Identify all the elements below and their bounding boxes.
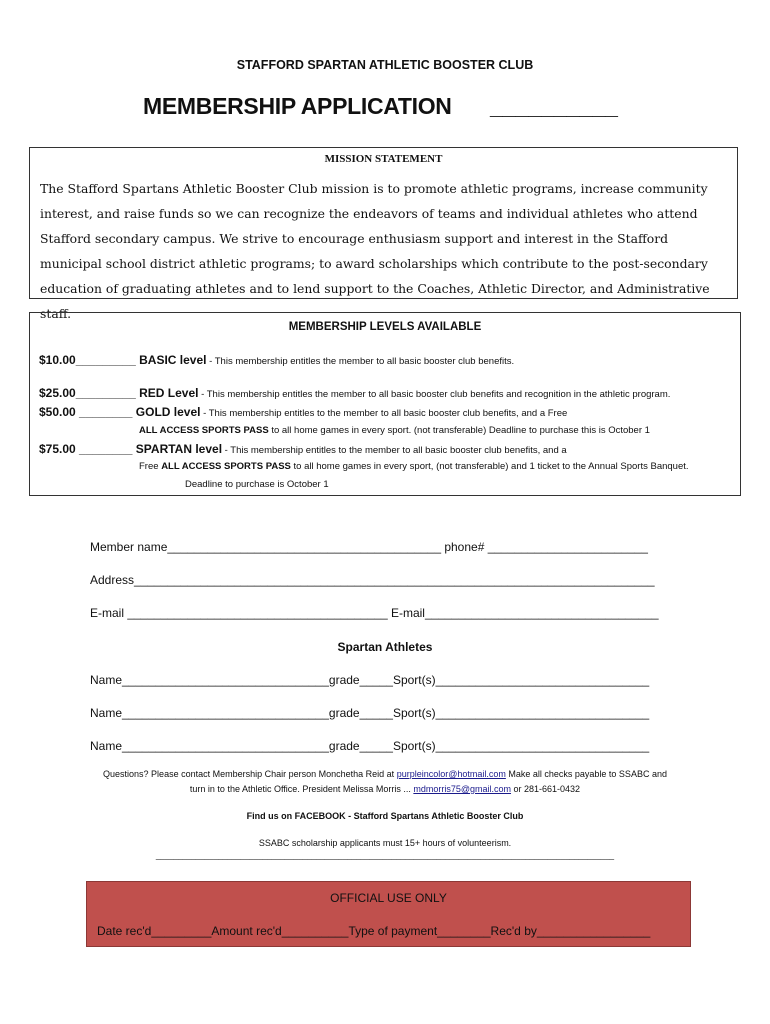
athlete-row[interactable]: Name_______________________________grade_____Sport(s)________________________________ [90,706,650,720]
org-name: STAFFORD SPARTAN ATHLETIC BOOSTER CLUB [236,58,534,72]
gold-price: $50.00 ________ [39,405,133,419]
spartan-line2 [139,461,689,472]
gold-line2 [139,425,650,436]
athletes-heading: Spartan Athletes [337,640,433,654]
basic-desc: - This membership entitles the member to all basic booster club benefits. [206,356,515,367]
mission-heading: MISSION STATEMENT [324,153,443,165]
mission-box [29,147,738,321]
president-email-link[interactable]: mdmorris75@gmail.com [413,784,512,794]
page-title: MEMBERSHIP APPLICATION [143,93,452,119]
membership-levels-box [29,312,741,496]
email-field[interactable]: E-mail _______________________________________ E-mail___________________________________ [90,606,659,620]
official-fields: Date rec'd_________Amount rec'd__________Type of payment________Rec'd by_________________ [97,924,651,938]
official-use-box [86,881,691,947]
red-level [39,386,670,400]
spartan-name: SPARTAN level [135,442,223,456]
spartan-line2-text: to all home games in every sport, (not transferable) and 1 ticket to the Annual Sports Banquet. [290,461,689,472]
athlete-row[interactable]: Name_______________________________grade_____Sport(s)________________________________ [90,673,650,687]
facebook-line: Find us on FACEBOOK - Stafford Spartans Athletic Booster Club [246,811,524,821]
gold-line2-text: to all home games in every sport. (not transferable) Deadline to purchase this is October 1 [268,425,650,436]
red-desc: - This membership entitles the member to all basic booster club benefits and recognition in the athletic program. [198,389,671,400]
gold-pass: ALL ACCESS SPORTS PASS [139,425,269,436]
official-heading: OFFICIAL USE ONLY [330,891,447,905]
spartan-level [39,442,567,456]
mission-text: The Stafford Spartans Athletic Booster Club mission is to promote athletic programs, increase community interest, and raise funds so we can recognize the endeavors of teams and individual athletes who attend Stafford secondary campus. We strive to encourage enthusiasm support and interest in the Stafford municipal school district athletic programs; to award scholarships which contribute to the post-secondary education of graduating athletes and to lend support to the Coaches, Athletic Director, and Administrative staff. [40,181,710,321]
address-field[interactable]: Address______________________________________________________________________________ [90,573,655,587]
gold-name: GOLD level [135,405,201,419]
spartan-line2-pre: Free [139,461,162,472]
spartan-pass: ALL ACCESS SPORTS PASS [161,461,291,472]
red-name: RED Level [139,386,199,400]
athlete-row[interactable]: Name_______________________________grade_____Sport(s)________________________________ [90,739,650,753]
levels-heading: MEMBERSHIP LEVELS AVAILABLE [288,321,482,333]
member-name-field[interactable]: Member name_________________________________________ phone# ________________________ [90,540,648,554]
phone-text: or 281-661-0432 [511,784,581,794]
basic-price: $10.00_________ [39,353,136,367]
contact-line-1 [0,769,770,779]
spartan-desc: - This membership entitles to the member to all basic booster club benefits, and a [222,445,567,456]
red-price: $25.00_________ [39,386,136,400]
chair-email-link[interactable]: purpleincolor@hotmail.com [396,769,506,779]
spartan-price: $75.00 ________ [39,442,133,456]
spartan-deadline: Deadline to purchase is October 1 [185,479,329,490]
gold-level [39,405,567,419]
questions-text: Questions? Please contact Membership Chair person Monchetha Reid at [103,769,397,779]
contact-line-2 [0,784,770,794]
gold-desc: - This membership entitles to the member to all basic booster club benefits, and a Free [200,408,568,419]
title-blank: __________ [490,93,618,119]
scholarship-note: SSABC scholarship applicants must 15+ hours of volunteerism. [258,838,512,848]
basic-level [39,353,514,367]
checks-text: Make all checks payable to SSABC and [505,769,667,779]
president-text: turn in to the Athletic Office. President Melissa Morris ... [189,784,414,794]
divider-rule: _______________________________________________________________________________________________________ [155,851,615,860]
basic-name: BASIC level [139,353,207,367]
